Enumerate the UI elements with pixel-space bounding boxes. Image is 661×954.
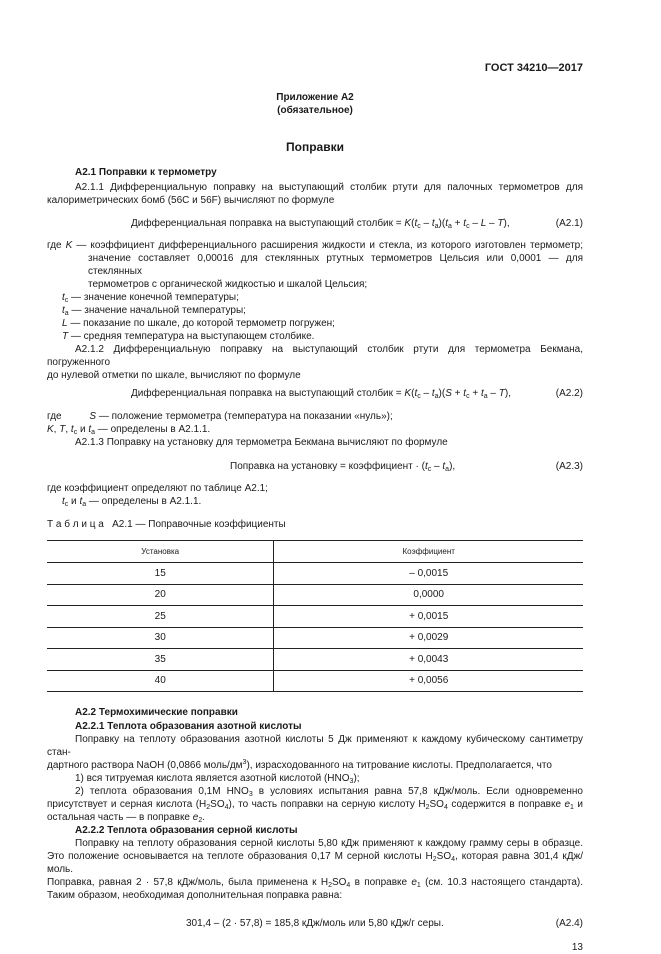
where-line — [47, 304, 583, 317]
paragraph-line: до нулевой отметки по шкале, вычисляют по формуле — [47, 370, 301, 381]
variable: t — [79, 496, 83, 507]
variable: t — [62, 305, 65, 316]
where-line — [47, 239, 583, 252]
text-run: где — [47, 240, 66, 251]
where-line — [47, 317, 583, 330]
subscript: 4 — [346, 882, 351, 889]
variable: t — [414, 388, 418, 399]
variable: t — [463, 218, 467, 229]
setting-cell: 20 — [47, 584, 274, 606]
formula-row — [47, 387, 583, 400]
correction-table — [47, 540, 583, 692]
setting-cell: 30 — [47, 627, 274, 649]
variable: S — [89, 411, 97, 422]
superscript: 3 — [242, 759, 247, 766]
formula-a2-3 — [47, 460, 455, 473]
where-line — [47, 482, 583, 495]
text-run: и — [573, 799, 583, 810]
variable: T — [497, 218, 504, 229]
text-run: ), то часть поправки на серную кислоту H — [228, 799, 426, 810]
appendix-title: Приложение А2 — [276, 92, 354, 103]
variable: t — [424, 461, 428, 472]
where-line — [47, 278, 583, 291]
variable: K — [47, 424, 54, 435]
page-number: 13 — [571, 942, 583, 953]
text-run: — определены в А2.1.1. — [86, 496, 202, 507]
text-run: Это положение основывается на теплоте образования 0,17 М серной кислоты H — [47, 851, 433, 862]
text-run: ), израсходованного на титрование кислоты. Предполагается, что — [246, 760, 552, 771]
formula-a2-1 — [47, 217, 510, 230]
text-run: , — [65, 424, 71, 435]
text-run: – — [420, 218, 432, 229]
coefficient-cell: + 0,0043 — [274, 649, 583, 671]
variable: e — [564, 799, 571, 810]
text-run: + — [451, 388, 464, 399]
text-run: — коэффициент дифференциального расширения жидкости и стекла, из которого изготовлен термометр; — [72, 240, 583, 251]
subscript: a — [434, 223, 439, 230]
where-line — [47, 410, 583, 423]
text-run: (см. 10.3 настоящего стандарта). — [420, 877, 584, 888]
text-run: )( — [438, 218, 446, 229]
subscript: 2 — [206, 804, 211, 811]
formula-a2-4: 301,4 – (2 · 57,8) = 185,8 кДж/моль или 5,80 кДж/г серы. — [186, 918, 444, 929]
where-line — [47, 330, 583, 343]
table-row — [47, 670, 583, 692]
text-run: дартного раствора NaOH (0,0866 моль/дм — [47, 760, 243, 771]
variable: t — [431, 388, 435, 399]
text-run: )( — [438, 388, 446, 399]
text-run: присутствует и серная кислота (H — [47, 799, 207, 810]
text-run: термометров с органической жидкостью и шкалой Цельсия; — [88, 279, 368, 290]
variable: L — [62, 318, 68, 329]
subscript: c — [466, 223, 470, 230]
subscript: 3 — [349, 778, 354, 785]
text-run: – — [469, 218, 481, 229]
formula-number: (А2.2) — [555, 388, 583, 399]
text-run: где коэффициент определяют по таблице А2.1; — [47, 483, 268, 494]
paragraph-line — [47, 889, 583, 902]
subscript: 2 — [198, 817, 203, 824]
variable: t — [463, 388, 467, 399]
text-run: – — [486, 218, 498, 229]
text-run: ), — [504, 388, 511, 399]
variable: t — [480, 388, 484, 399]
text-run: + — [469, 388, 481, 399]
paragraph-line — [47, 850, 583, 876]
variable: t — [62, 292, 65, 303]
text-run: Дифференциальная поправка на выступающий столбик = — [131, 388, 405, 399]
column-header: Коэффициент — [274, 541, 583, 563]
text-run: – — [487, 388, 499, 399]
heading-a2-1: А2.1 Поправки к термометру — [75, 167, 217, 178]
text-run: – — [420, 388, 432, 399]
variable: t — [431, 218, 435, 229]
subscript: c — [417, 223, 421, 230]
text-run: содержится в поправке — [447, 799, 565, 810]
subscript: 4 — [443, 804, 448, 811]
text-run: и — [68, 496, 80, 507]
subscript: c — [64, 297, 69, 304]
variable: t — [445, 218, 448, 229]
setting-cell: 25 — [47, 606, 274, 628]
text-run: ); — [353, 773, 360, 784]
variable: e — [411, 877, 417, 888]
subscript: a — [91, 429, 96, 436]
text-run: — показание по шкале, до которой термометр погружен; — [67, 318, 335, 329]
subscript: a — [64, 310, 69, 317]
variable: t — [70, 424, 74, 435]
variable: e — [192, 812, 199, 823]
variable: K — [404, 388, 412, 399]
where-line — [47, 423, 583, 436]
table-caption-text: А2.1 — Поправочные коэффициенты — [112, 519, 286, 530]
paragraph-line: калориметрических бомб (56С и 56F) вычисляют по формуле — [47, 195, 335, 206]
text-run: Поправка, равная 2 · 57,8 кДж/моль, была применена к H — [47, 877, 329, 888]
subscript: c — [417, 393, 421, 400]
table-caption-label: Т а б л и ц а — [47, 519, 104, 530]
subscript: 3 — [248, 791, 253, 798]
text-run: SO — [436, 851, 452, 862]
text-run: Поправку на теплоту образования азотной кислоты 5 Дж применяют к каждому кубическому сантиметру стан- — [47, 734, 583, 758]
variable: t — [62, 496, 65, 507]
document-page — [47, 62, 583, 954]
setting-cell: 40 — [47, 670, 274, 692]
subscript: 1 — [570, 804, 574, 811]
subscript: c — [466, 393, 470, 400]
text-run: – — [431, 461, 443, 472]
text-run: + — [451, 218, 464, 229]
paragraph-line — [47, 837, 583, 850]
variable: L — [480, 218, 487, 229]
variable: T — [59, 424, 66, 435]
setting-cell: 15 — [47, 563, 274, 585]
where-line — [47, 252, 583, 278]
variable: t — [88, 424, 92, 435]
paragraph-line — [47, 798, 583, 811]
coefficient-cell: – 0,0015 — [274, 563, 583, 585]
table-row — [47, 627, 583, 649]
text-run: , — [53, 424, 60, 435]
paragraph-line: А2.1.1 Дифференциальную поправку на выступающий столбик ртути для палочных термометров для — [75, 182, 583, 193]
subscript: 2 — [432, 856, 437, 863]
subscript: 2 — [328, 882, 332, 889]
text-run: — определены в А2.1.1. — [95, 424, 211, 435]
text-run: Поправку на теплоту образования серной кислоты 5,80 кДж применяют к каждому грамму серы в образце. — [75, 838, 583, 849]
text-run: — значение конечной температуры; — [68, 292, 239, 303]
text-run: значение составляет 0,00016 для стеклянных ртутных термометров Цельсия или 0,0001 — для стеклянных — [88, 253, 583, 277]
heading-a2-2: А2.2 Термохимические поправки — [75, 707, 238, 718]
where-line — [47, 495, 583, 508]
text-run: — средняя температура на выступающем столбике. — [68, 331, 315, 342]
formula-number: (А2.1) — [555, 218, 583, 229]
subscript: a — [445, 466, 450, 473]
formula-a2-2 — [47, 387, 511, 400]
table-row — [47, 584, 583, 606]
subscript: c — [427, 466, 432, 473]
paragraph-line: А2.1.3 Поправку на установку для термометра Бекмана вычисляют по формуле — [75, 437, 448, 448]
section-title: Поправки — [286, 140, 344, 154]
text-run: Дифференциальная поправка на выступающий столбик = — [131, 218, 405, 229]
subscript: c — [73, 429, 78, 436]
text-run: SO — [331, 877, 347, 888]
text-run: SO — [429, 799, 444, 810]
paragraph-line: А2.1.2 Дифференциальную поправку на выступающий столбик ртути для термометра Бекмана, погруженного — [47, 344, 583, 368]
variable: K — [404, 218, 412, 229]
text-run: . — [202, 812, 206, 823]
formula-row — [47, 217, 583, 230]
where-line — [47, 291, 583, 304]
text-run: ( — [411, 388, 415, 399]
table-row — [47, 606, 583, 628]
coefficient-cell: 0,0000 — [274, 584, 583, 606]
text-run: Таким образом, необходимая дополнительная поправка равна: — [47, 890, 343, 901]
paragraph-line — [47, 876, 583, 889]
paragraph-line — [47, 785, 583, 798]
text-run: в условиях испытания равна 57,8 кДж/моль. Если одновременно — [252, 786, 583, 797]
text-run: — положение термометра (температура на показании «нуль»); — [96, 411, 393, 422]
text-run: Поправка на установку = коэффициент · ( — [230, 461, 425, 472]
text-run: остальная часть — в поправке — [47, 812, 193, 823]
text-run: и — [77, 424, 89, 435]
coefficient-cell: + 0,0056 — [274, 670, 583, 692]
text-run: в поправке — [350, 877, 412, 888]
subscript: 2 — [425, 804, 430, 811]
text-run: , которая равна 301,4 кДж/моль. — [47, 851, 584, 875]
formula-number: (А2.4) — [555, 918, 583, 929]
heading-a2-2-1: А2.2.1 Теплота образования азотной кислоты — [75, 721, 302, 732]
text-run: ), — [503, 218, 510, 229]
subscript: 4 — [224, 804, 229, 811]
formula-row — [47, 460, 583, 473]
paragraph-line — [47, 759, 583, 772]
variable: T — [62, 331, 69, 342]
table-caption — [47, 518, 583, 531]
subscript: a — [447, 223, 452, 230]
paragraph-line — [47, 733, 583, 759]
paragraph-line — [47, 772, 583, 785]
formula-number: (А2.3) — [555, 461, 583, 472]
table-row — [47, 563, 583, 585]
column-header: Установка — [47, 541, 274, 563]
coefficient-cell: + 0,0015 — [274, 606, 583, 628]
paragraph-line — [47, 811, 583, 824]
variable: K — [65, 240, 73, 251]
subscript: c — [64, 501, 69, 508]
setting-cell: 35 — [47, 649, 274, 671]
text-run: ), — [449, 461, 456, 472]
coefficient-cell: + 0,0029 — [274, 627, 583, 649]
text-run: где — [47, 411, 90, 422]
variable: t — [442, 461, 446, 472]
subscript: a — [483, 393, 488, 400]
document-id: ГОСТ 34210—2017 — [484, 62, 583, 74]
variable: T — [498, 388, 505, 399]
text-run: 1) вся титруемая кислота является азотной кислотой (HNO — [75, 773, 350, 784]
formula-row — [47, 917, 583, 930]
variable: t — [414, 218, 418, 229]
text-run: SO — [210, 799, 225, 810]
subscript: 1 — [416, 882, 421, 889]
table-row — [47, 649, 583, 671]
subscript: 4 — [451, 856, 456, 863]
subscript: a — [82, 501, 87, 508]
text-run: 2) теплота образования 0,1М HNO — [75, 786, 249, 797]
subscript: a — [434, 393, 439, 400]
text-run: — значение начальной температуры; — [68, 305, 246, 316]
appendix-status: (обязательное) — [277, 105, 353, 116]
heading-a2-2-2: А2.2.2 Теплота образования серной кислоты — [75, 825, 298, 836]
text-run: ( — [411, 218, 415, 229]
variable: S — [445, 388, 452, 399]
